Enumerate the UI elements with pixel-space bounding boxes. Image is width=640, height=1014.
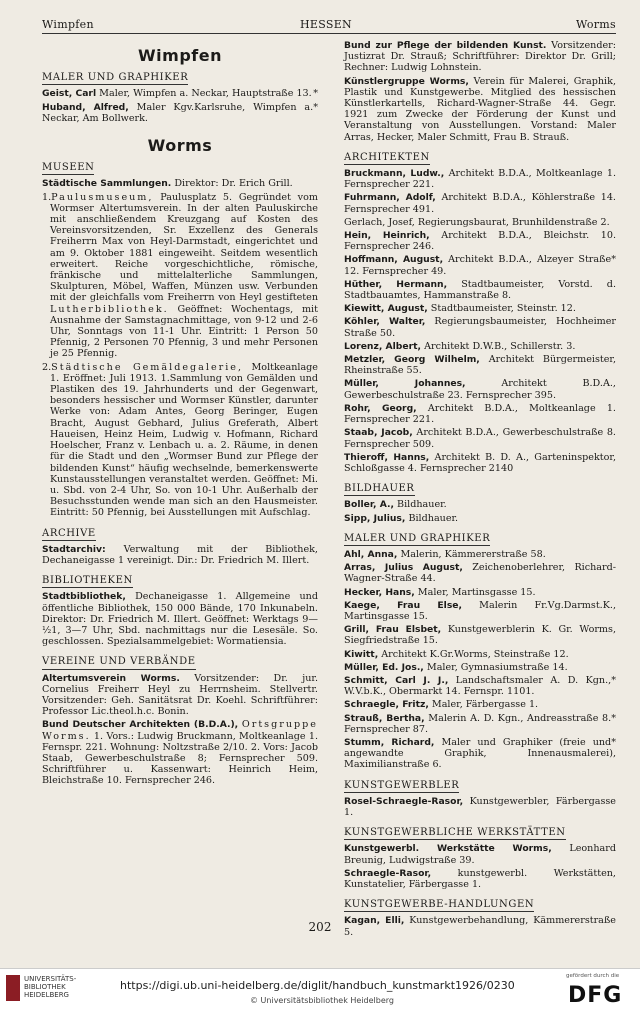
bildhauer-list [344, 499, 616, 523]
list-item: Köhler, Walter, Regierungsbaumeister, Hochheimer Straße 50. [344, 316, 616, 339]
list-item: Müller, Johannes, Architekt B.D.A., Gewerbeschulstraße 23. Fernsprecher 395. [344, 378, 616, 401]
list-item: Rohr, Georg, Architekt B.D.A., Moltkeanlage 1. Fernsprecher 221. [344, 402, 616, 426]
permalink[interactable]: https://digi.ub.uni-heidelberg.de/diglit/handbuch_kunstmarkt1926/0230 [120, 979, 515, 992]
list-item: Ahl, Anna, Malerin, Kämmererstraße 58. [344, 548, 546, 560]
header-rule [42, 33, 616, 34]
entry-kuenstlergruppe: Künstlergruppe Worms, Verein für Malerei, Graphik, Plastik und Kunstgewerbe. Mitglied des hessischen Künstlerkartells, Richard-Wagner-Straße 44. Gegr. 1921 zum Zwecke der Förderung der Kunst und Veranstaltung von Ausstellungen. Vorstand: Maler Arras, Hecker, Maler Schmitt, Frau B. Strauß. [344, 75, 616, 143]
section-maler-wimpfen: MALER UND GRAPHIKER [42, 72, 188, 85]
entry-kagan: Kagan, Elli, Kunstgewerbehandlung, Kämmererstraße 5. [344, 915, 616, 938]
entry-gemaeldegalerie: 2.Städtische Gemäldegalerie, Moltkeanlage 1. Eröffnet: Juli 1913. 1.Sammlung von Gemälden und Plastiken des 19. Jahrhunderts und der Gegenwart, besonders hessischer und Wormser Künstler, darunter Werke von: Adam Antes, Georg Beringer, Eugen Bracht, August Gebhard, Julius Greferath, Albert Haueisen, Heinz Heim, Ludwig v. Hofmann, Richard Hoelscher, Franz v. Lenbach u. a. 2. Räume, in denen für die Stadt und den „Wormser Bund zur Pflege der bildenden Kunst“ häufig wechselnde, bemerkenswerte Kunstausstellungen veranstaltet werden. Geöffnet: Mi. u. Sbd. von 2-4 Uhr, So. von 10-1 Uhr. Außerhalb der Besuchsstunden wende man sich an den Hausmeister. Eintritt: 50 Pfennig, bei Ausstellungen mit Aufschlag. [42, 361, 318, 519]
entry-huband: * Huband, Alfred, Maler Kgv.Karlsruhe, Wimpfen a. Neckar, Am Bollwerk. [42, 101, 318, 124]
section-bildhauer: BILDHAUER [344, 483, 415, 496]
section-werkstaetten: KUNSTGEWERBLICHE WERKSTÄTTEN [344, 827, 566, 840]
section-architekten: ARCHITEKTEN [344, 152, 430, 165]
list-item: Hüther, Hermann, Stadtbaumeister, Vorstd. d. Stadtbauamtes, Hammanstraße 8. [344, 278, 616, 302]
list-item: Grill, Frau Elsbet, Kunstgewerblerin K. Gr. Worms, Siegfriedstraße 15. [344, 624, 616, 647]
list-item: Metzler, Georg Wilhelm, Architekt Bürgermeister, Rheinstraße 55. [344, 354, 616, 377]
dfg-note: gefördert durch die [566, 973, 620, 979]
entry-stadtbibliothek: Stadtbibliothek, Dechaneigasse 1. Allgemeine und öffentliche Bibliothek, 150 000 Bände, 170 Inkunabeln. Direktor: Dr. Friedrich M. Illert. Geöffnet: Werktags 9—½1, 3—7 Uhr, Sbd. nachmittags nur die Lesesäle. So. geschlossen. Spezialsammelgebiet: Wormatiensia. [42, 591, 318, 648]
place-heading-worms: Worms [147, 136, 213, 156]
copyright: © Universitätsbibliothek Heidelberg [250, 996, 395, 1005]
dfg-logo[interactable]: DFG [568, 983, 623, 1008]
running-head-right: Worms [575, 18, 616, 31]
section-vereine: VEREINE UND VERBÄNDE [42, 656, 196, 669]
entry-rosel: Rosel-Schraegle-Rasor, Kunstgewerbler, Färbergasse 1. [344, 795, 616, 818]
place-heading-wimpfen: Wimpfen [138, 46, 222, 65]
list-item: * Stumm, Richard, Maler und Graphiker (freie und angewandte Graphik, Innenausmalerei), Maximilianstraße 6. [344, 736, 616, 771]
list-item: Kiewitt, August, Stadtbaumeister, Steinstr. 12. [344, 303, 576, 315]
entry-schraegle-rasor: Schraegle-Rasor, kunstgewerbl. Werkstätten, Kunstatelier, Färbergasse 1. [344, 867, 616, 890]
list-item: Müller, Ed. Jos., Maler, Gymnasiumstraße 14. [344, 661, 568, 673]
list-item: Boller, A., Bildhauer. [344, 499, 447, 511]
section-bibliotheken: BIBLIOTHEKEN [42, 575, 133, 588]
university-logo[interactable]: UNIVERSITÄTS-BIBLIOTHEK HEIDELBERG [6, 975, 100, 1001]
viewer-footer [0, 968, 640, 1014]
university-mark-icon [6, 975, 20, 1001]
list-item: * Hoffmann, August, Architekt B.D.A., Alzeyer Straße 12. Fernsprecher 49. [344, 254, 616, 277]
entry-werkstaette-worms: Kunstgewerbl. Werkstätte Worms, Leonhard Breunig, Ludwigstraße 39. [344, 843, 616, 866]
maler-list [344, 549, 616, 771]
list-item: Kaege, Frau Else, Malerin Fr.Vg.Darmst.K., Martinsgasse 15. [344, 599, 616, 622]
entry-stadtarchiv: Stadtarchiv: Verwaltung mit der Bibliothek, Dechaneigasse 1 vereinigt. Dir.: Dr. Friedrich M. Illert. [42, 543, 318, 566]
list-item: Kiwitt, Architekt K.Gr.Worms, Steinstraße 12. [344, 648, 569, 660]
entry-bund-pflege: Bund zur Pflege der bildenden Kunst. Vorsitzender: Justizrat Dr. Strauß; Schriftführer: Direktor Dr. Grill; Rechner: Ludwig Lohnstein. [344, 40, 616, 74]
list-item: Sipp, Julius, Bildhauer. [344, 512, 459, 524]
page-number: 202 [308, 920, 332, 934]
running-head-center: HESSEN [300, 18, 352, 31]
entry-bda: Bund Deutscher Architekten (B.D.A.), Ortsgruppe Worms. 1. Vors.: Ludwig Bruckmann, Moltkeanlage 1. Fernspr. 221. Wohnung: Noltzstraße 2/10. 2. Vors: Jacob Staab, Gewerbeschulstraße 8; Fernsprecher 509. Schriftführer u. Kassenwart: Heinrich Heim, Bleichstraße 10. Fernsprecher 246. [42, 719, 318, 787]
list-item: Lorenz, Albert, Architekt D.W.B., Schillerstr. 3. [344, 340, 576, 352]
entry-paulusmuseum: 1.Paulusmuseum, Paulusplatz 5. Gegründet vom Wormser Altertumsverein. In der alten Pauluskirche mit anschließendem Kreuzgang auf Kosten des Vereinsvorsitzenden, Sr. Exzellenz des Generals Freiherrn Max von Heyl-Darmstadt, eingerichtet und am 9. Oktober 1881 eingeweiht. Seitdem wesentlich erweitert. Reiche vorgeschichtliche, römische, fränkische und mittelalterliche Sammlungen, Skulpturen, Möbel, Waffen, Münzen usw. Verbunden mit der gleichfalls vom Freiherrn von Heyl gestifteten Lutherbibliothek. Geöffnet: Wochentags, mit Ausnahme der Samstagnachmittage, von 9-12 und 2-6 Uhr, Sonntags von 11-1 Uhr. Eintritt: 1 Person 50 Pfennig, 2 Personen 70 Pfennig, 3 und mehr Personen je 25 Pfennig. [42, 191, 318, 360]
list-item: Arras, Julius August, Zeichenoberlehrer, Richard-Wagner-Straße 44. [344, 562, 616, 585]
list-item: Staab, Jacob, Architekt B.D.A., Gewerbeschulstraße 8. Fernsprecher 509. [344, 427, 616, 450]
list-item: Fuhrmann, Adolf, Architekt B.D.A., Köhlerstraße 14. Fernsprecher 491. [344, 192, 616, 215]
right-column [344, 40, 616, 940]
list-item: Gerlach, Josef, Regierungsbaurat, Brunhildenstraße 2. [344, 216, 610, 228]
entry-geist: * Geist, Carl Maler, Wimpfen a. Neckar, Hauptstraße 13. [42, 88, 318, 100]
section-museen: MUSEEN [42, 162, 94, 175]
list-item: Schraegle, Fritz, Maler, Färbergasse 1. [344, 699, 539, 711]
section-maler-worms: MALER UND GRAPHIKER [344, 533, 490, 546]
list-item: Thieroff, Hanns, Architekt B. D. A., Garteninspektor, Schloßgasse 4. Fernsprecher 2140 [344, 451, 616, 474]
list-item: Hein, Heinrich, Architekt B.D.A., Bleichstr. 10. Fernsprecher 246. [344, 230, 616, 253]
entry-altertumsverein: Altertumsverein Worms. Vorsitzender: Dr. jur. Cornelius Freiherr Heyl zu Herrnsheim. Stellvertr. Vorsitzender: Geh. Sanitätsrat Dr. Koehl. Schriftführer: Professor Lic.theol.h.c. Bonin. [42, 672, 318, 718]
section-archive: ARCHIVE [42, 528, 96, 541]
section-handlungen: KUNSTGEWERBE-HANDLUNGEN [344, 899, 534, 912]
list-item: * Strauß, Bertha, Malerin A. D. Kgn., Andreasstraße 8. Fernsprecher 87. [344, 712, 616, 735]
entry-museen: Städtische Sammlungen. Direktor: Dr. Erich Grill. [42, 178, 293, 190]
architekten-list [344, 168, 616, 474]
section-kunstgewerbler: KUNSTGEWERBLER [344, 780, 459, 793]
running-head-left: Wimpfen [42, 18, 94, 31]
list-item: * Schmitt, Carl J. J., Landschaftsmaler A. D. Kgn., W.V.b.K., Obermarkt 14. Fernspr. 1101. [344, 674, 616, 698]
list-item: Hecker, Hans, Maler, Martinsgasse 15. [344, 586, 536, 598]
list-item: Bruckmann, Ludw., Architekt B.D.A., Moltkeanlage 1. Fernsprecher 221. [344, 168, 616, 191]
left-column [42, 40, 318, 789]
